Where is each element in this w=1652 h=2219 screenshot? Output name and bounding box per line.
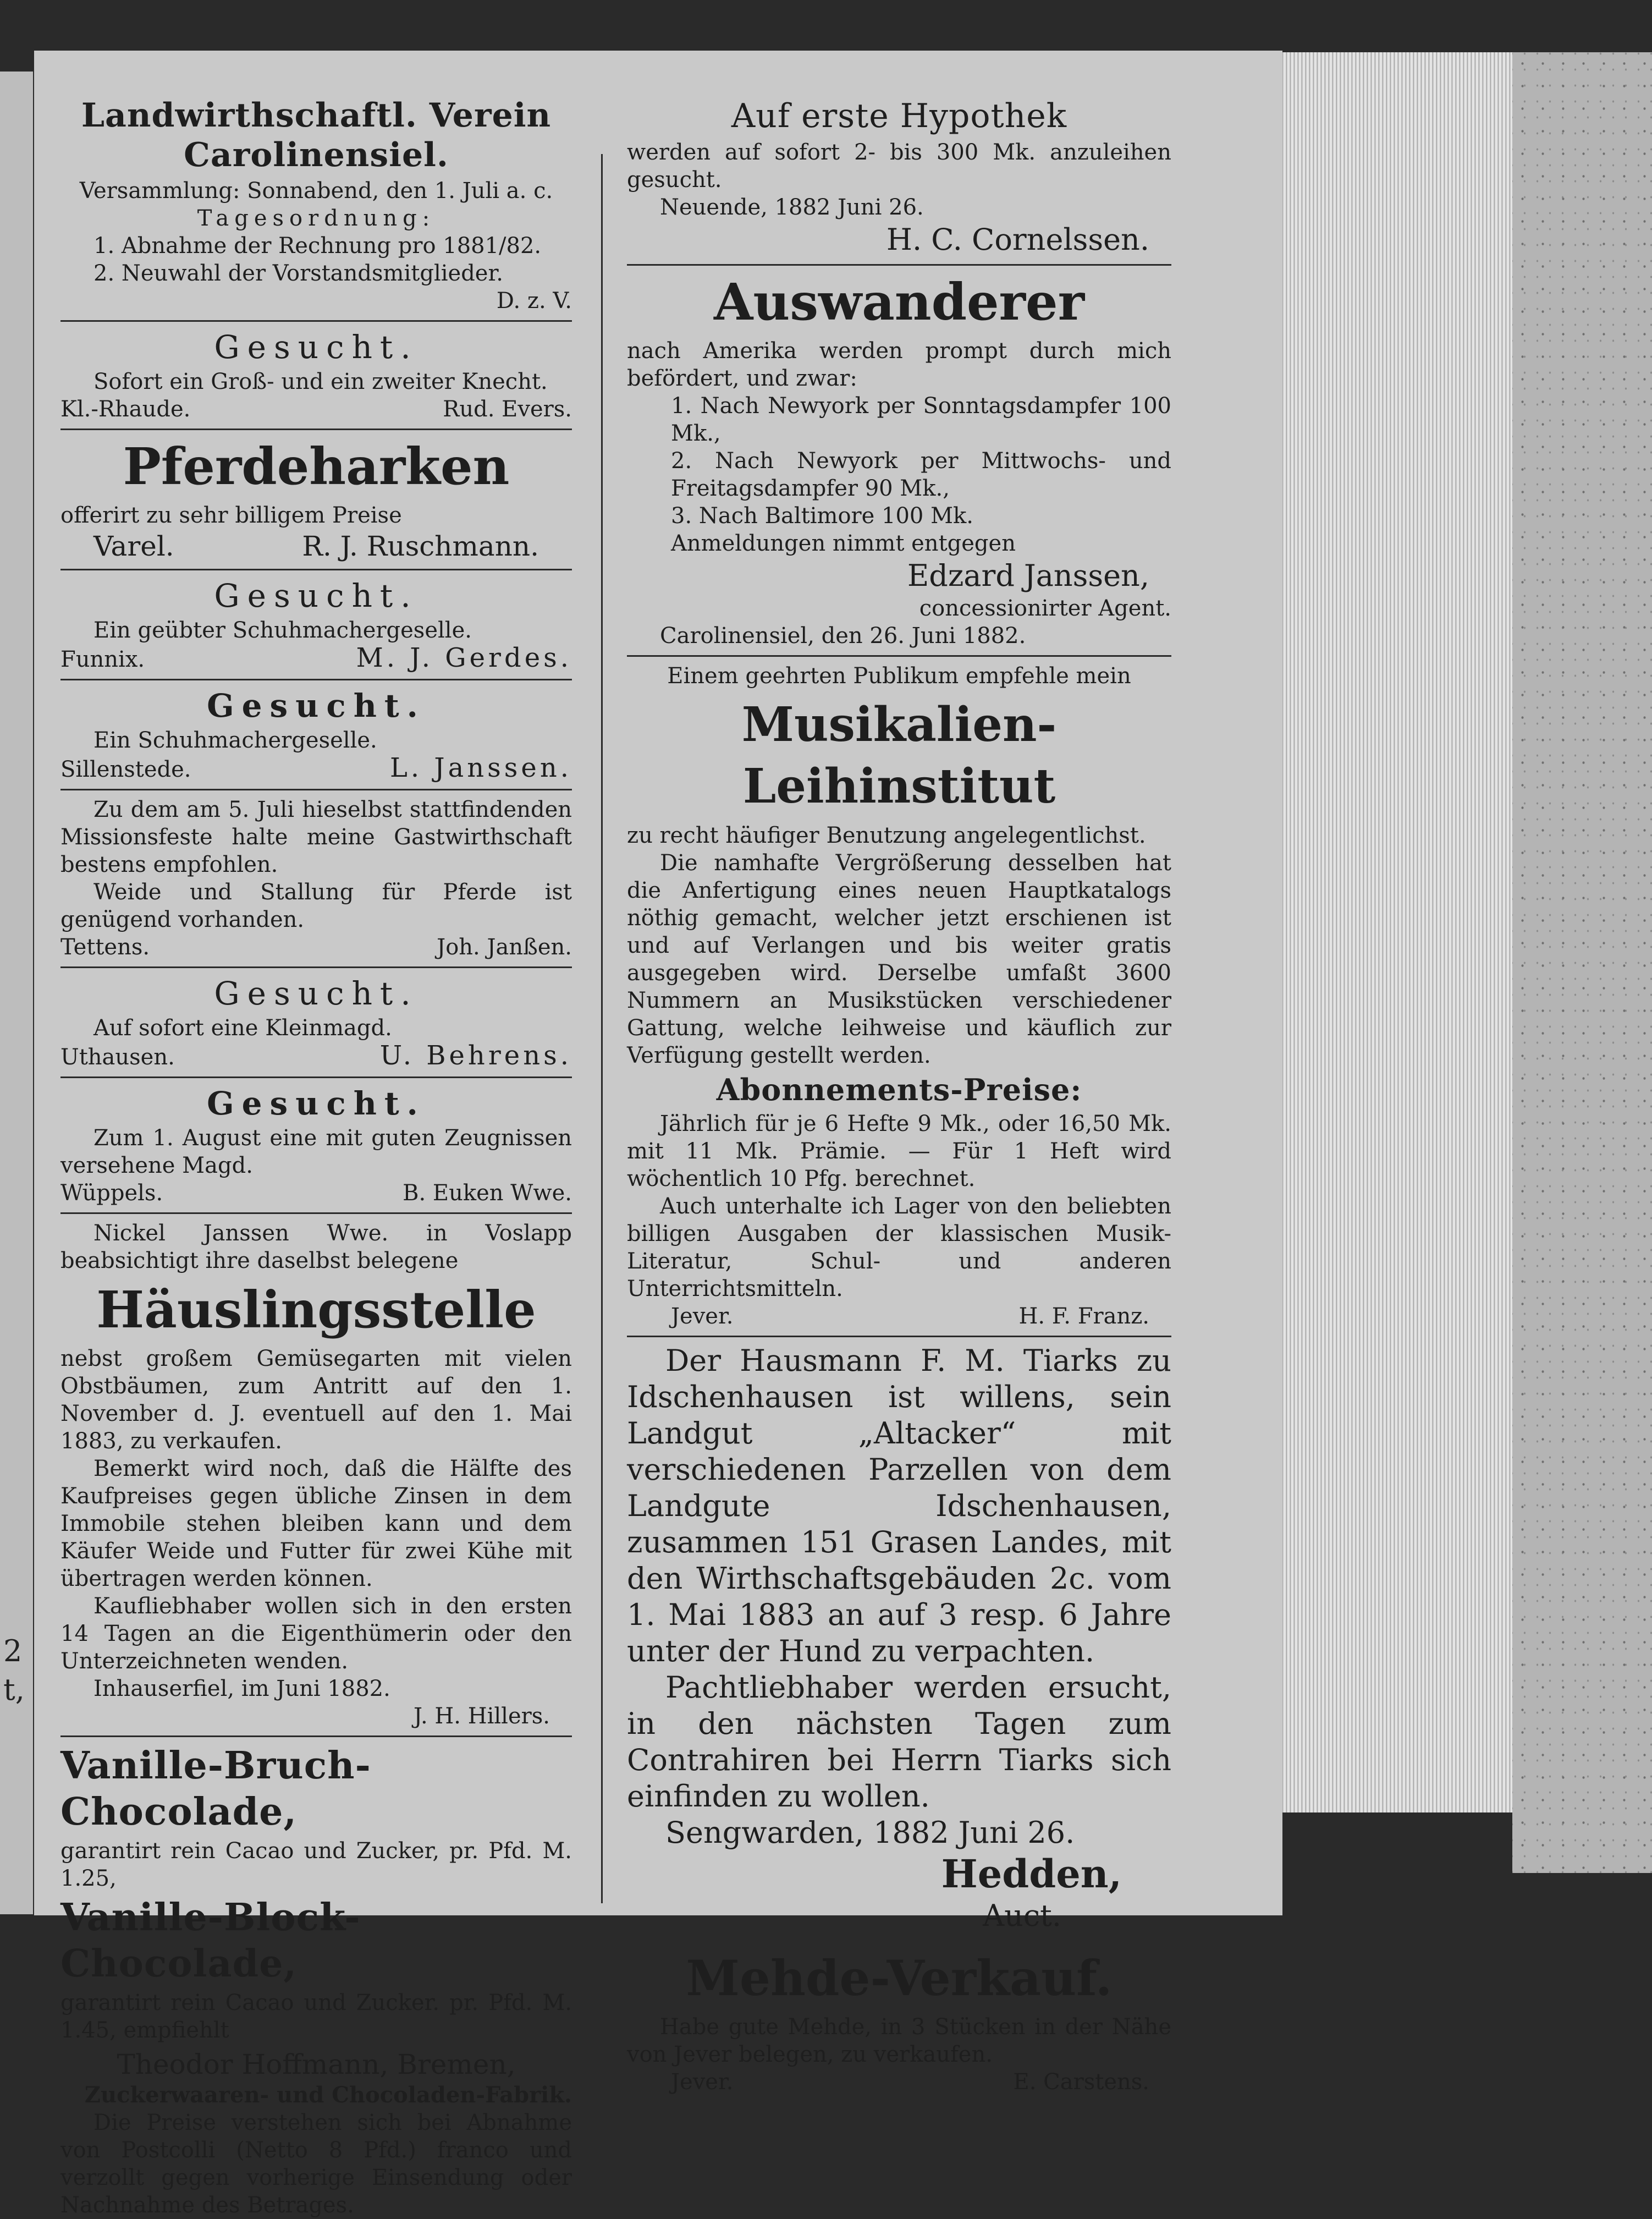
ad-place: Varel. [93,530,174,562]
ad-footer [627,2068,1171,2096]
ad-sign: Joh. Janßen. [437,935,572,960]
ad-text: Die namhafte Vergrößerung desselben hat die Anfertigung eines neuen Hauptkatalogs nöthig gemacht, welcher jetzt erschienen ist und auf Verlangen und bis weiter gratis ausgegeben wird. Derselbe umfaßt 3600 Nummern an Musikstücken verschiedener Gattung, welche leihweise und käuflich zur Verfügung gestellt werden. [627,850,1171,1068]
ad-musikalien [627,662,1171,1330]
ad-sign: Rud. Evers. [443,397,572,422]
ad-text: offerirt zu sehr billigem Preise [60,503,402,528]
ad-gesucht-2 [60,576,572,673]
ad-sign: J. H. Hillers. [414,1704,550,1729]
ad-text: werden auf sofort 2- bis 300 Mk. anzuleihen gesucht. [627,140,1171,193]
ad-place: Uthausen. [60,1045,175,1070]
ad-text: Weide und Stallung für Pferde ist genügend vorhanden. [60,880,572,932]
ad-text: Auch unterhalte ich Lager von den beliebten billigen Ausgaben der klassischen Musik-Literatur, Schul- und anderen Unterrichtsmitteln. [627,1194,1171,1301]
ad-footer [60,529,572,563]
book-cover [1512,52,1652,1873]
page-block-edges [1276,52,1518,1812]
ad-footer [627,1303,1171,1330]
left-column [60,94,572,2219]
ad-title: Landwirthschaftl. Verein Carolinensiel. [81,96,552,174]
divider [60,1212,572,1214]
ad-place: Jever. [671,1304,734,1329]
agenda-item: 1. Abnahme der Rechnung pro 1881/82. [93,233,542,259]
ad-gesucht-3 [60,686,572,783]
column-divider [601,154,603,1903]
right-column [627,94,1171,2096]
agenda-heading: Tagesordnung: [197,206,436,231]
ad-missionsfest [60,796,572,961]
ad-sign: D. z. V. [496,288,572,314]
ad-gesucht-1 [60,327,572,423]
divider [60,569,572,570]
ad-text: Kaufliebhaber wollen sich in den ersten 14 Tagen an die Eigenthümerin oder den Unterzeichneten wenden. [60,1594,572,1674]
ad-text: Die Preise verstehen sich bei Abnahme von Postcolli (Netto 8 Pfd.) franco und verzollt gegen vorherige Einsendung oder Nachnahme des Betrages. [60,2110,572,2218]
divider [627,1940,1171,1942]
ad-footer [60,644,572,673]
ad-place: Funnix. [60,647,145,672]
ad-chocolade [60,1743,572,2219]
ad-title: Musikalien-Leihinstitut [741,697,1057,814]
list-item: 1. Nach Newyork per Sonntagsdampfer 100 Mk., [671,393,1171,446]
ad-sign: M. J. Gerdes. [356,642,572,673]
ad-title: Gesucht. [214,577,418,614]
ad-text: Jährlich für je 6 Hefte 9 Mk., oder 16,50 Mk. mit 11 Mk. Prämie. — Für 1 Heft wird wöchentlich 10 Pfg. berechnet. [627,1111,1171,1191]
ad-sign: E. Carstens. [1013,2069,1149,2095]
ad-text: garantirt rein Cacao und Zucker. pr. Pfd. M. 1.45, empfiehlt [60,1990,572,2043]
ad-date: Inhauserfiel, im Juni 1882. [93,1676,390,1701]
list-item: 3. Nach Baltimore 100 Mk. [671,503,973,529]
ad-text: Der Hausmann F. M. Tiarks zu Idschenhausen ist willens, sein Landgut „Altacker“ mit verschiedenen Parzellen von dem Landgute Idschenhausen, zusammen 151 Grasen Landes, mit den Wirthschaftsgebäuden 2c. vom 1. Mai 1883 an auf 3 resp. 6 Jahre unter der Hund zu verpachten. [627,1343,1171,1668]
ad-sign: H. F. Franz. [1018,1304,1149,1329]
ad-haeuslingsstelle [60,1220,572,1730]
divider [627,655,1171,657]
ad-footer [60,396,572,423]
ad-text: Zum 1. August eine mit guten Zeugnissen versehene Magd. [60,1125,572,1178]
ad-hypothek [627,96,1171,259]
ad-mehde [627,1947,1171,2096]
ad-text: Auf sofort eine Kleinmagd. [93,1015,392,1041]
ad-title: Gesucht. [214,328,418,366]
divider [60,679,572,680]
ad-title: Häuslingsstelle [96,1280,536,1339]
ad-sign: U. Behrens. [379,1040,572,1071]
divider [60,1735,572,1737]
ad-text: garantirt rein Cacao und Zucker, pr. Pfd. M. 1.25, [60,1838,572,1891]
ad-text: nach Amerika werden prompt durch mich befördert, und zwar: [627,338,1171,391]
divider [60,1076,572,1078]
ad-sign: R. J. Ruschmann. [302,530,539,562]
ad-title: Pferdeharken [123,437,510,496]
ad-title: Gesucht. [207,687,426,724]
ad-footer [60,1042,572,1071]
ad-title: Mehde-Verkauf. [686,1949,1113,2007]
ad-sign: Hedden, [941,1851,1122,1897]
ad-date: Neuende, 1882 Juni 26. [660,195,924,220]
ad-verein [60,96,572,315]
list-item: 2. Nach Newyork per Mittwochs- und Freitagsdampfer 90 Mk., [671,448,1171,501]
edge-text-2: t, [3,1672,25,1707]
ad-date: Sengwarden, 1882 Juni 26. [665,1815,1075,1850]
ad-text: Anmeldungen nimmt entgegen [671,531,1016,556]
ad-pferdeharken [60,436,572,563]
ad-date: Carolinensiel, den 26. Juni 1882. [660,623,1026,649]
ad-text: Zu dem am 5. Juli hieselbst stattfindenden Missionsfeste halte meine Gastwirthschaft bestens empfohlen. [60,797,572,877]
ad-subtitle: Abonnements-Preise: [716,1072,1082,1107]
divider [60,966,572,968]
ad-tiarks [627,1343,1171,1935]
edge-text-1: 2 [3,1634,23,1668]
ad-sign: Edzard Janssen, [907,558,1149,593]
ad-text: nebst großem Gemüsegarten mit vielen Obstbäumen, zum Antritt auf den 1. November d. J. eventuell auf den 1. Mai 1883, zu verkaufen. [60,1346,572,1454]
ad-text: Bemerkt wird noch, daß die Hälfte des Kaufpreises gegen übliche Zinsen in dem Immobile stehen bleiben kann und dem Käufer Weide und Futter für zwei Kühe mit übertragen werden können. [60,1456,572,1591]
ad-text: Habe gute Mehde, in 3 Stücken in der Nähe von Jever belegen, zu verkaufen. [627,2014,1171,2067]
ad-title: Vanille-Block-Chocolade, [60,1896,361,1986]
ad-footer [60,1179,572,1207]
ad-text: Ein Schuhmachergeselle. [93,728,377,753]
ad-text: Nickel Janssen Wwe. in Voslapp beabsichtigt ihre daselbst belegene [60,1221,572,1273]
ad-gesucht-4 [60,974,572,1071]
ad-gesucht-5 [60,1084,572,1207]
divider [627,264,1171,266]
divider [60,320,572,322]
divider [627,1336,1171,1337]
ad-sign-subtitle: Auct. [983,1898,1061,1933]
ad-title: Auf erste Hypothek [731,97,1067,135]
ad-text: Versammlung: Sonnabend, den 1. Juli a. c. [79,178,553,204]
ad-place: Sillenstede. [60,757,191,782]
ad-text: Ein geübter Schuhmachergeselle. [93,618,472,643]
ad-sign: L. Janssen. [389,753,572,783]
ad-auswanderer [627,271,1171,650]
ad-text: Einem geehrten Publikum empfehle mein [667,663,1131,689]
firm-subtitle: Zuckerwaaren- und Chocoladen-Fabrik. [84,2082,572,2108]
ad-footer [60,754,572,783]
ad-sign: B. Euken Wwe. [403,1180,572,1206]
ad-place: Kl.-Rhaude. [60,397,191,422]
ad-place: Jever. [671,2069,734,2095]
ad-sign-subtitle: concessionirter Agent. [919,596,1171,621]
agenda-item: 2. Neuwahl der Vorstandsmitglieder. [93,261,503,286]
firm-name: Theodor Hoffmann, Bremen, [117,2048,516,2080]
ad-sign: H. C. Cornelssen. [886,222,1149,257]
ad-footer [60,933,572,961]
ad-title: Gesucht. [207,1085,426,1122]
ad-title: Auswanderer [713,272,1085,332]
ad-place: Tettens. [60,935,150,960]
ad-text: Pachtliebhaber werden ersucht, in den nächsten Tagen zum Contrahiren bei Herrn Tiarks sich einfinden zu wollen. [627,1670,1171,1814]
previous-page-edge [0,72,33,1914]
divider [60,429,572,430]
ad-title: Vanille-Bruch-Chocolade, [60,1744,371,1834]
ad-text: Sofort ein Groß- und ein zweiter Knecht. [93,369,548,394]
divider [60,789,572,790]
ad-title: Gesucht. [214,975,418,1012]
ad-place: Wüppels. [60,1180,163,1206]
ad-text: zu recht häufiger Benutzung angelegentlichst. [627,823,1146,848]
